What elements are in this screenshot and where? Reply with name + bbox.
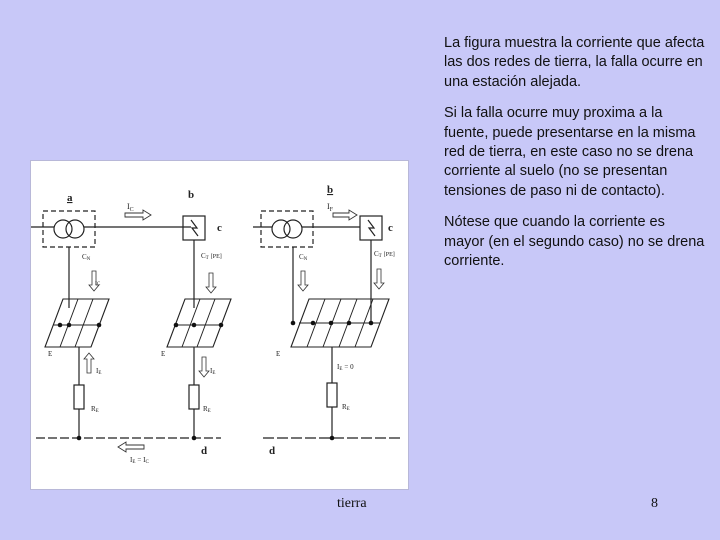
label-b-right: b (327, 184, 334, 196)
down-arrow-icon (89, 271, 99, 291)
e-label-2: E (161, 350, 166, 358)
e-label-3: E (276, 350, 281, 358)
transformer-icon (272, 220, 302, 238)
down-arrow-icon (374, 269, 384, 289)
grounding-circuit-figure (30, 160, 409, 490)
paragraph-3: Nótese que cuando la corriente es mayor (en el segundo caso) no se drena corriente. (444, 214, 705, 270)
label-c-right: c (388, 222, 393, 234)
page-number: 8 (651, 496, 658, 511)
resistor-3 (327, 383, 337, 407)
ic-label: $I_C$ (127, 202, 134, 213)
footer-label: tierra (337, 496, 367, 511)
label-a: a (67, 192, 73, 204)
ie-label-3: IE = 0 (337, 363, 354, 372)
ic-label-small: IC (95, 281, 101, 287)
source-box-right (261, 211, 313, 247)
if-label: $I_F$ (327, 202, 334, 213)
paragraph-1: La figura muestra la corriente que afecta las dos redes de tierra, la falla ocurre en una estación alejada. (444, 35, 705, 90)
label-d-left: d (201, 445, 208, 457)
up-arrow-icon (84, 353, 94, 373)
cn-label-left: CN (82, 253, 91, 262)
down-arrow-icon (298, 271, 308, 291)
down-arrow-icon (206, 273, 216, 293)
resistor-1 (74, 385, 84, 409)
left-arrow-icon (118, 442, 144, 452)
current-arrow-icon (333, 210, 357, 220)
transformer-icon (54, 220, 84, 238)
re-label-3: RE (342, 403, 350, 412)
e-label-1: E (48, 350, 53, 358)
fault-lightning-icon (191, 220, 198, 236)
source-box-a (43, 211, 95, 247)
cn-label-right: CN (299, 253, 308, 262)
resistor-2 (189, 385, 199, 409)
left-diagram (31, 189, 231, 465)
label-b-left: b (188, 189, 195, 201)
ground-grid-1 (45, 299, 109, 347)
explanation-text (444, 34, 706, 283)
ie-label-2: IE (210, 367, 216, 376)
fault-lightning-icon (368, 220, 375, 236)
down-arrow-icon (199, 357, 209, 377)
label-c-left: c (217, 222, 222, 234)
re-label-2: RE (203, 405, 211, 414)
re-label-1: RE (91, 405, 99, 414)
ground-eq-label: IE = IC (130, 456, 149, 465)
right-diagram (253, 184, 401, 457)
ground-grid-3 (291, 299, 389, 347)
ground-grid-2 (167, 299, 231, 347)
label-d-right: d (269, 445, 276, 457)
ct-label-right: CT [PE] (374, 250, 395, 259)
paragraph-2: Si la falla ocurre muy proxima a la fuente, puede presentarse en la misma red de tierra, en este caso no se drena corriente al suelo (no se presentan tensiones de paso ni de contacto). (444, 105, 696, 199)
ie-label-1: IE (96, 367, 102, 376)
ct-label-left: CT [PE] (201, 252, 222, 261)
